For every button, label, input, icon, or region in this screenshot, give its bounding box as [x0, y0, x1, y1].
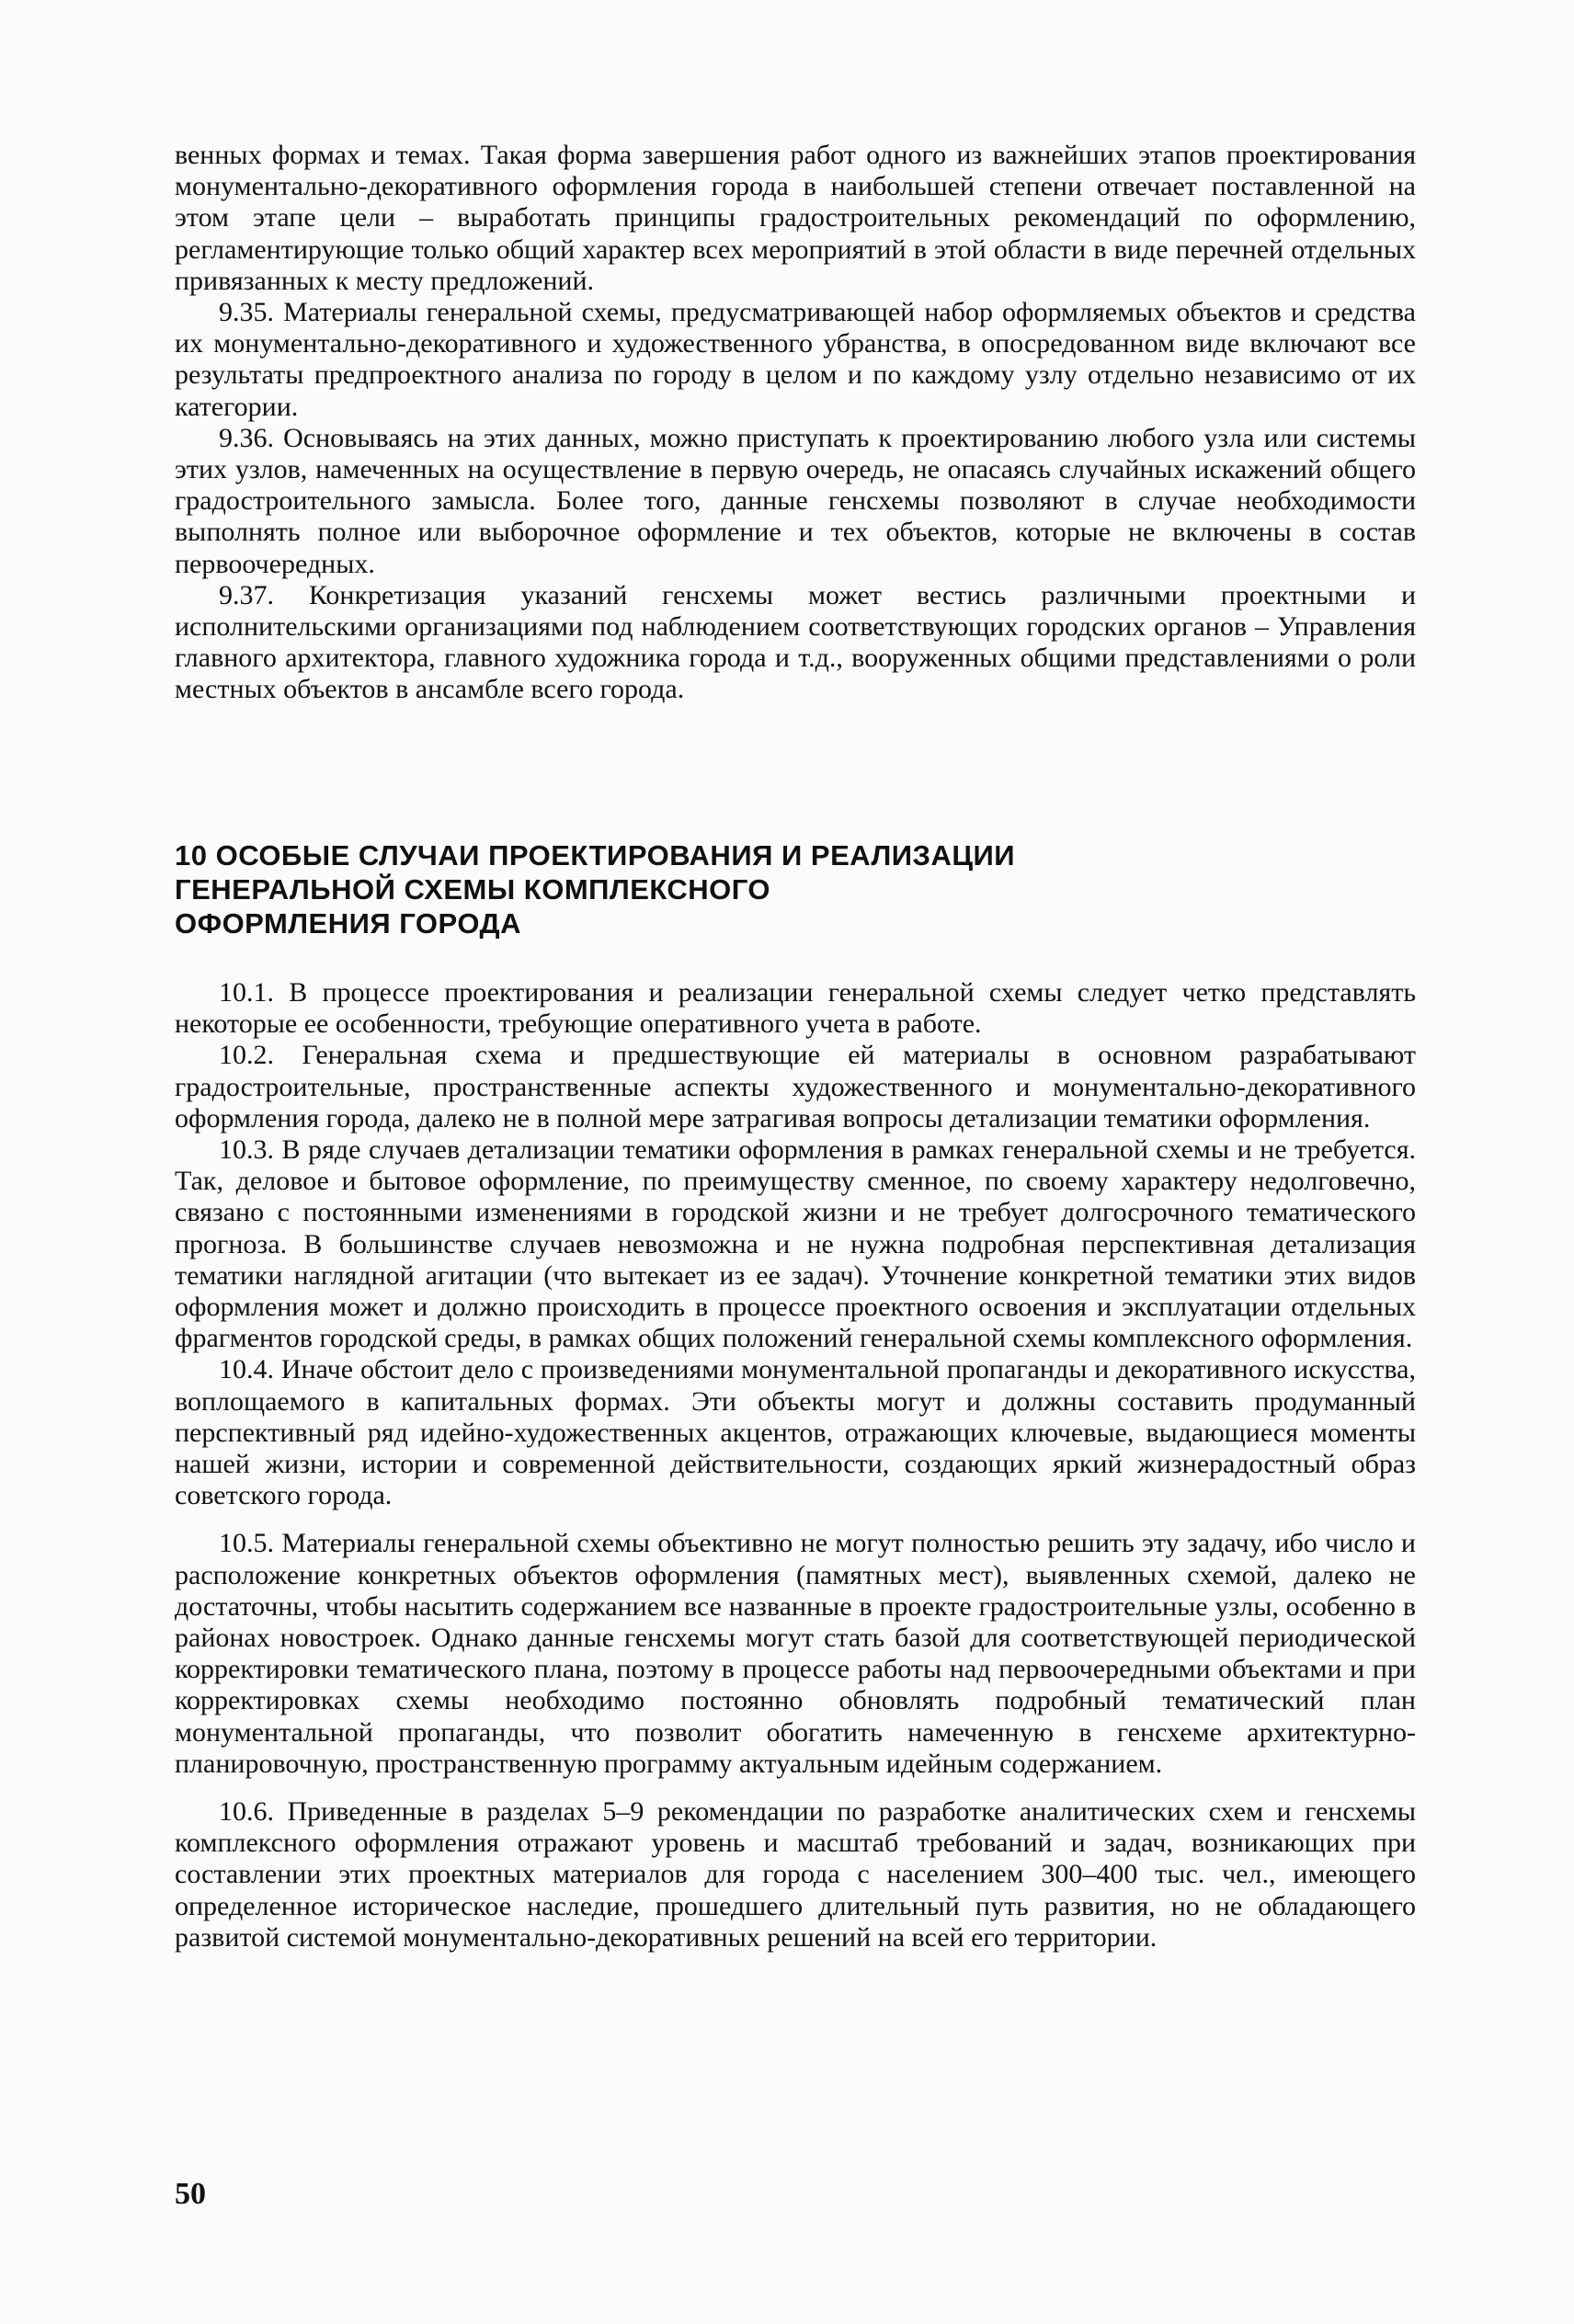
- heading-line: ГЕНЕРАЛЬНОЙ СХЕМЫ КОМПЛЕКСНОГО: [175, 873, 771, 906]
- page-number: 50: [175, 2177, 206, 2211]
- section-heading: [175, 838, 1416, 940]
- heading-line: 10 ОСОБЫЕ СЛУЧАИ ПРОЕКТИРОВАНИЯ И РЕАЛИЗАЦИИ: [175, 839, 1016, 872]
- paragraph-10-2: 10.2. Генеральная схема и предшествующие ей материалы в основном разрабатывают градостроительные, пространственные аспекты художественного и монументально-декоративного оформления города, далеко не в полной мере затрагивая вопросы детализации тематики оформления.: [175, 1040, 1416, 1134]
- bottom-text-block: [175, 977, 1416, 1954]
- paragraph-9-37: 9.37. Конкретизация указаний генсхемы может вестись различными проектными и исполнительскими организациями под наблюдением соответствующих городских органов – Управления главного архитектора, главного художника города и т.д., вооруженных общими представлениями о роли местных объектов в ансамбле всего города.: [175, 579, 1416, 705]
- paragraph-10-6: 10.6. Приведенные в разделах 5–9 рекомендации по разработке аналитических схем и генсхемы комплексного оформления отражают уровень и масштаб требований и задач, возникающих при составлении этих проектных материалов для города с населением 300–400 тыс. чел., имеющего определенное историческое наследие, прошедшего длительный путь развития, но не обладающего развитой системой монументально-декоративных решений на всей его территории.: [175, 1796, 1416, 1953]
- paragraph-10-5: 10.5. Материалы генеральной схемы объективно не могут полностью решить эту задачу, ибо число и расположение конкретных объектов оформления (памятных мест), выявленных схемой, далеко не достаточны, чтобы насытить содержанием все названные в проекте градостроительные узлы, особенно в районах новостроек. Однако данные генсхемы могут стать базой для соответствующей периодической корректировки тематического плана, поэтому в процессе работы над первоочередными объектами и при корректировках схемы необходимо постоянно обновлять подробный тематический план монументальной пропаганды, что позволит обогатить намеченную в генсхеме архитектурно-планировочную, пространственную программу актуальным идейным содержанием.: [175, 1528, 1416, 1779]
- paragraph-9-36: 9.36. Основываясь на этих данных, можно приступать к проектированию любого узла или системы этих узлов, намеченных на осуществление в первую очередь, не опасаясь случайных искажений общего градостроительного замысла. Более того, данные генсхемы позволяют в случае необходимости выполнять полное или выборочное оформление и тех объектов, которые не включены в состав первоочередных.: [175, 422, 1416, 579]
- paragraph: венных формах и темах. Такая форма завершения работ одного из важнейших этапов проектирования монументально-декоративного оформления города в наибольшей степени отвечает поставленной на этом этапе цели – выработать принципы градостроительных рекомендаций по оформлению, регламентирующие только общий характер всех мероприятий в этой области в виде перечней отдельных привязанных к месту предложений.: [175, 140, 1416, 296]
- paragraph-9-35: 9.35. Материалы генеральной схемы, предусматривающей набор оформляемых объектов и средства их монументально-декоративного и художественного убранства, в опосредованном виде включают все результаты предпроектного анализа по городу в целом и по каждому узлу отдельно независимо от их категории.: [175, 297, 1416, 422]
- heading-line: ОФОРМЛЕНИЯ ГОРОДА: [175, 907, 521, 940]
- paragraph-10-3: 10.3. В ряде случаев детализации тематики оформления в рамках генеральной схемы и не требуется. Так, деловое и бытовое оформление, по преимуществу сменное, по своему характеру недолговечно, связано с постоянными изменениями в городской жизни и не требует долгосрочного тематического прогноза. В большинстве случаев невозможна и не нужна подробная перспективная детализация тематики наглядной агитации (что вытекает из ее задач). Уточнение конкретной тематики этих видов оформления может и должно происходить в процессе проектного освоения и эксплуатации отдельных фрагментов городской среды, в рамках общих положений генеральной схемы комплексного оформления.: [175, 1134, 1416, 1354]
- paragraph-10-4: 10.4. Иначе обстоит дело с произведениями монументальной пропаганды и декоративного искусства, воплощаемого в капитальных формах. Эти объекты могут и должны составить продуманный перспективный ряд идейно-художественных акцентов, отражающих ключевые, выдающиеся моменты нашей жизни, истории и современной действительности, создающих яркий жизнерадостный образ советского города.: [175, 1354, 1416, 1511]
- paragraph-10-1: 10.1. В процессе проектирования и реализации генеральной схемы следует четко представлять некоторые ее особенности, требующие оперативного учета в работе.: [175, 977, 1416, 1040]
- top-text-block: [175, 140, 1416, 706]
